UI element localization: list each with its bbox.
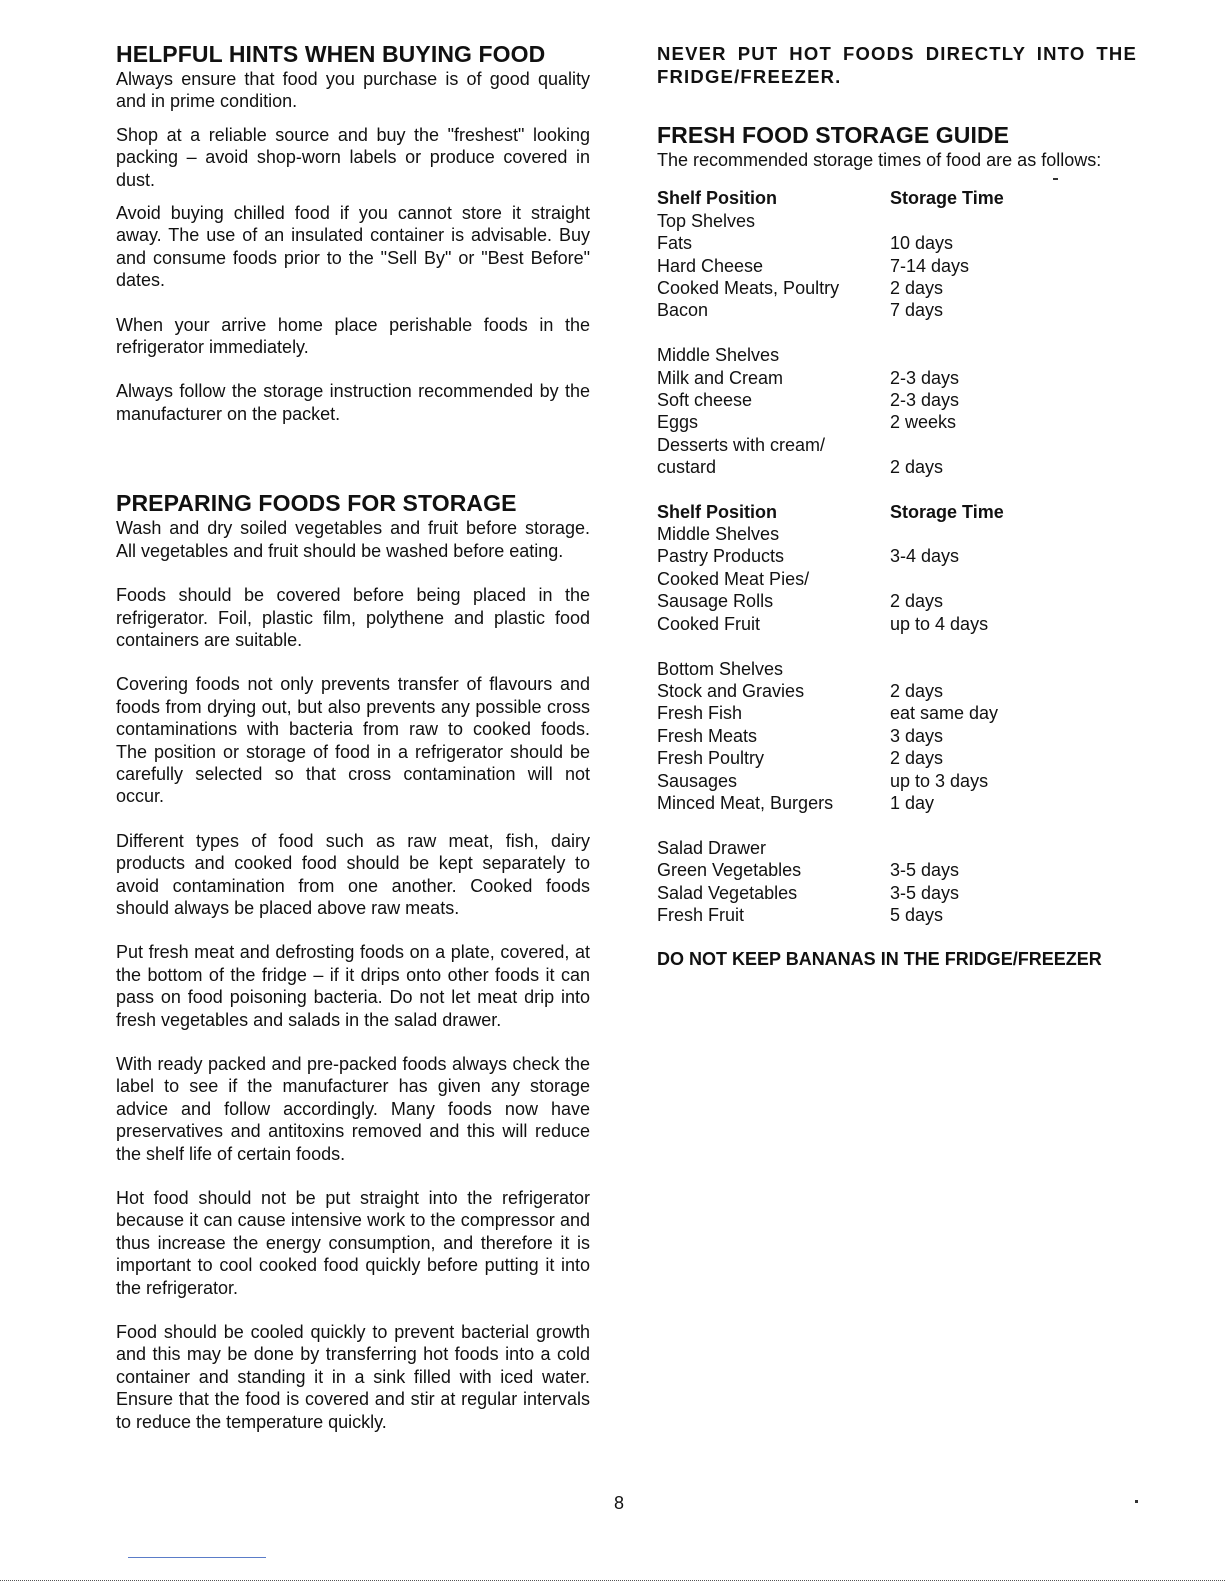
prep-paragraph: Different types of food such as raw meat, fish, dairy products and cooked food should be kept separately to avoid contamination from one another. Cooked foods should always be placed above raw meats.	[116, 830, 590, 918]
table-row	[657, 568, 1137, 590]
storage-time: 7 days	[890, 300, 944, 321]
hint-paragraph: When your arrive home place perishable foods in the refrigerator immediately.	[116, 314, 590, 358]
table-row	[657, 545, 1137, 567]
shelf-item: custard	[657, 457, 717, 478]
stray-dash-mark	[1053, 178, 1058, 180]
table-row	[657, 210, 1137, 232]
header-shelf-position: Shelf Position	[657, 188, 778, 209]
storage-time: 10 days	[890, 233, 954, 254]
table-row	[657, 725, 1137, 747]
storage-time	[890, 210, 1137, 232]
storage-table-1	[657, 187, 1137, 478]
shelf-item: Cooked Meats, Poultry	[657, 278, 840, 299]
shelf-item: Stock and Gravies	[657, 680, 805, 701]
storage-time	[890, 568, 1137, 590]
shelf-item: Sausages	[657, 770, 738, 791]
shelf-item	[657, 814, 890, 836]
right-column	[657, 42, 1137, 970]
storage-time: 2 days	[890, 278, 944, 299]
prep-paragraph: Foods should be covered before being placed in the refrigerator. Foil, plastic film, polythene and plastic food containers are suitable.	[116, 585, 590, 650]
header-storage-time: Storage Time	[890, 188, 1004, 209]
shelf-item: Bottom Shelves	[657, 658, 784, 679]
shelf-item: Middle Shelves	[657, 345, 780, 366]
table-spacer-row	[657, 635, 1137, 657]
storage-time: 3-4 days	[890, 546, 960, 567]
table-row	[657, 255, 1137, 277]
shelf-item: Fats	[657, 233, 693, 254]
storage-time: 5 days	[890, 904, 944, 925]
table-header-row	[657, 501, 1137, 523]
shelf-item: Top Shelves	[657, 210, 756, 231]
storage-time: 2 days	[890, 680, 944, 701]
storage-time	[890, 523, 1137, 545]
storage-time: up to 4 days	[890, 613, 989, 634]
shelf-item	[657, 322, 890, 344]
prep-paragraph: Put fresh meat and defrosting foods on a plate, covered, at the bottom of the fridge – if it drips onto other foods it can pass on food poisoning bacteria. Do not let meat drip into fresh vegetables and salads in the salad drawer.	[116, 942, 590, 1030]
prep-paragraph: Hot food should not be put straight into the refrigerator because it can cause intensive work to the compressor and thus increase the energy consumption, and therefore it is important to cool cooked food quickly before putting it into the refrigerator.	[116, 1188, 590, 1298]
shelf-item: Hard Cheese	[657, 255, 764, 276]
table-row	[657, 613, 1137, 635]
storage-time	[890, 658, 1137, 680]
hint-paragraph: Always ensure that food you purchase is of good quality and in prime condition.	[116, 69, 590, 112]
table-row	[657, 837, 1137, 859]
hint-paragraph: Avoid buying chilled food if you cannot store it straight away. The use of an insulated container is advisable. Buy and consume foods prior to the "Sell By" or "Best Before" dates.	[116, 203, 590, 291]
header-shelf-position: Shelf Position	[657, 501, 778, 522]
storage-time	[890, 635, 1137, 657]
storage-time: 2 days	[890, 748, 944, 769]
storage-time	[890, 344, 1137, 366]
banana-warning: DO NOT KEEP BANANAS IN THE FRIDGE/FREEZER	[657, 949, 1102, 970]
hints-heading: HELPFUL HINTS WHEN BUYING FOOD	[116, 41, 546, 67]
shelf-item: Fresh Meats	[657, 725, 758, 746]
prep-paragraph: Wash and dry soiled vegetables and fruit before storage. All vegetables and fruit should be washed before eating.	[116, 518, 590, 561]
table-row	[657, 232, 1137, 254]
shelf-item: Salad Vegetables	[657, 882, 798, 903]
shelf-item: Pastry Products	[657, 546, 785, 567]
table-row	[657, 277, 1137, 299]
prep-paragraph: Food should be cooled quickly to prevent bacterial growth and this may be done by transferring hot foods into a cold container and standing it in a sink filled with iced water. Ensure that the food is covered and stir at regular intervals to reduce the temperature quickly.	[116, 1322, 590, 1432]
table-spacer-row	[657, 814, 1137, 836]
prep-paragraph: With ready packed and pre-packed foods always check the label to see if the manufacturer has given any storage advice and follow accordingly. Many foods now have preservatives and antitoxins removed and this will reduce the shelf life of certain foods.	[116, 1054, 590, 1164]
storage-time: 2 weeks	[890, 412, 957, 433]
table-row	[657, 770, 1137, 792]
table-row	[657, 882, 1137, 904]
shelf-item: Cooked Meat Pies/	[657, 568, 810, 589]
shelf-item: Fresh Poultry	[657, 748, 765, 769]
shelf-item: Bacon	[657, 300, 709, 321]
storage-time: 2-3 days	[890, 367, 960, 388]
storage-time	[890, 814, 1137, 836]
hint-paragraph: Shop at a reliable source and buy the "freshest" looking packing – avoid shop-worn labels or produce covered in dust.	[116, 124, 590, 190]
table-row	[657, 456, 1137, 478]
table-row	[657, 702, 1137, 724]
page-number: 8	[614, 1493, 625, 1513]
shelf-item: Sausage Rolls	[657, 591, 774, 612]
bottom-rule	[0, 1580, 1225, 1581]
storage-time	[890, 837, 1137, 859]
shelf-item: Middle Shelves	[657, 524, 780, 545]
left-column	[116, 40, 590, 1433]
table-row	[657, 792, 1137, 814]
shelf-item: Fresh Fruit	[657, 904, 745, 925]
shelf-item: Soft cheese	[657, 390, 753, 411]
scan-line	[128, 1557, 266, 1558]
storage-guide-heading: FRESH FOOD STORAGE GUIDE	[657, 122, 1010, 148]
table-row	[657, 590, 1137, 612]
shelf-item: Minced Meat, Burgers	[657, 792, 834, 813]
table-row	[657, 344, 1137, 366]
table-row	[657, 367, 1137, 389]
header-storage-time: Storage Time	[890, 501, 1004, 522]
storage-time: 2-3 days	[890, 390, 960, 411]
storage-time: 3-5 days	[890, 882, 960, 903]
storage-time: 3-5 days	[890, 860, 960, 881]
prep-heading: PREPARING FOODS FOR STORAGE	[116, 490, 517, 517]
shelf-item: Eggs	[657, 412, 699, 433]
shelf-item	[657, 635, 890, 657]
table-header-row	[657, 187, 1137, 209]
stray-dot-mark	[1135, 1500, 1138, 1503]
shelf-item: Salad Drawer	[657, 837, 767, 858]
table-row	[657, 680, 1137, 702]
shelf-item: Cooked Fruit	[657, 613, 761, 634]
storage-time: 2 days	[890, 591, 944, 612]
table-row	[657, 411, 1137, 433]
table-row	[657, 389, 1137, 411]
storage-time	[890, 434, 1137, 456]
table-row	[657, 904, 1137, 926]
storage-time: up to 3 days	[890, 770, 989, 791]
shelf-item: Fresh Fish	[657, 703, 743, 724]
shelf-item: Green Vegetables	[657, 860, 802, 881]
storage-time: 2 days	[890, 457, 944, 478]
shelf-item: Desserts with cream/	[657, 434, 826, 455]
table-spacer-row	[657, 322, 1137, 344]
storage-guide-intro: The recommended storage times of food are as follows:	[657, 150, 1102, 170]
table-row	[657, 859, 1137, 881]
storage-time	[890, 322, 1137, 344]
hot-food-warning: NEVER PUT HOT FOODS DIRECTLY INTO THE FRIDGE/FREEZER.	[657, 43, 1137, 87]
storage-time: 1 day	[890, 792, 935, 813]
table-row	[657, 747, 1137, 769]
table-row	[657, 658, 1137, 680]
storage-time: 3 days	[890, 725, 944, 746]
table-row	[657, 299, 1137, 321]
table-row	[657, 434, 1137, 456]
shelf-item: Milk and Cream	[657, 367, 784, 388]
storage-time: 7-14 days	[890, 255, 970, 276]
storage-table-2	[657, 501, 1137, 927]
prep-paragraph: Covering foods not only prevents transfer of flavours and foods from drying out, but also prevents any possible cross contaminations with bacteria from raw to cooked foods. The position or storage of food in a refrigerator should be carefully selected so that cross contamination will not occur.	[116, 674, 590, 807]
table-row	[657, 523, 1137, 545]
storage-time: eat same day	[890, 703, 999, 724]
hint-paragraph: Always follow the storage instruction recommended by the manufacturer on the packet.	[116, 381, 590, 424]
